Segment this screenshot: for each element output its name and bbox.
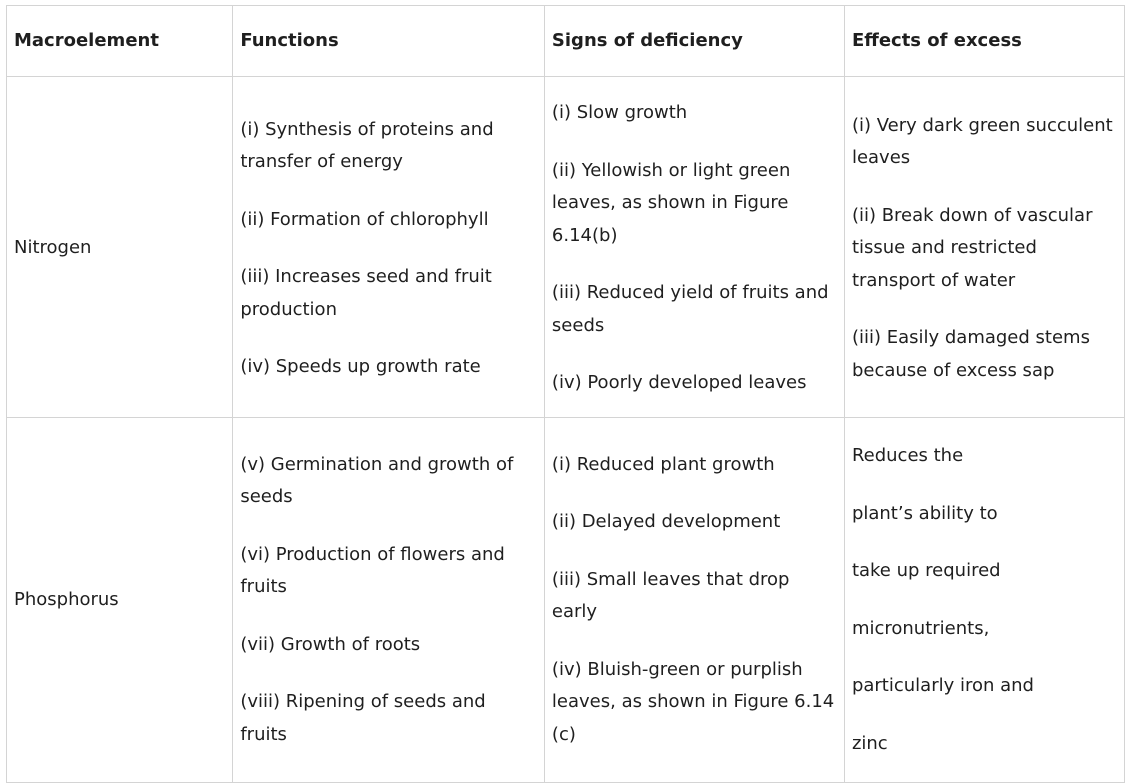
deficiency-item: (ii) Delayed development (551, 511, 781, 533)
excess-item: zinc (851, 732, 888, 754)
deficiency-item: (i) Slow growth (551, 102, 688, 124)
deficiency-item: (iv) Bluish-green or purplish leaves, as shown in Figure 6.14 (c) (551, 658, 835, 745)
excess-item: particularly iron and (851, 675, 1034, 696)
table-header-row (7, 6, 1125, 77)
excess-item: (iii) Easily damaged stems because of excess sap (851, 327, 1090, 381)
deficiency-item: (i) Reduced plant growth (551, 453, 775, 475)
function-item: (i) Synthesis of proteins and transfer of energy (240, 118, 494, 172)
excess-item: micronutrients, (851, 617, 990, 639)
excess-cell (844, 418, 1124, 783)
excess-item: (ii) Break down of vascular tissue and restricted transport of water (851, 204, 1093, 291)
function-item: (iii) Increases seed and fruit production (240, 266, 492, 320)
macroelement-table (6, 5, 1125, 783)
function-item: (vi) Production of flowers and fruits (240, 543, 505, 598)
excess-item: plant’s ability to (851, 502, 998, 524)
functions-cell (233, 77, 545, 418)
header-functions: Functions (233, 6, 545, 77)
table-row-phosphorus (7, 418, 1125, 783)
deficiency-cell (544, 77, 844, 418)
deficiency-item: (iii) Small leaves that drop early (551, 568, 790, 623)
function-item: (iv) Speeds up growth rate (240, 356, 481, 377)
excess-item: take up required (851, 560, 1001, 581)
element-name: Nitrogen (7, 77, 233, 418)
deficiency-cell (544, 418, 844, 783)
function-item: (vii) Growth of roots (240, 633, 421, 655)
excess-item: Reduces the (851, 445, 964, 466)
header-macroelement: Macroelement (7, 6, 233, 77)
functions-cell (233, 418, 545, 783)
function-item: (v) Germination and growth of seeds (240, 453, 514, 508)
element-name: Phosphorus (7, 418, 233, 783)
excess-item: (i) Very dark green succulent leaves (851, 114, 1113, 169)
header-effects-of-excess: Effects of excess (844, 6, 1124, 77)
deficiency-item: (iii) Reduced yield of fruits and seeds (551, 282, 829, 336)
excess-cell (844, 77, 1124, 418)
table-row-nitrogen (7, 77, 1125, 418)
deficiency-item: (ii) Yellowish or light green leaves, as shown in Figure 6.14(b) (551, 159, 791, 246)
function-item: (viii) Ripening of seeds and fruits (240, 691, 486, 745)
deficiency-item: (iv) Poorly developed leaves (551, 372, 807, 394)
function-item: (ii) Formation of chlorophyll (240, 208, 489, 230)
header-signs-of-deficiency: Signs of deficiency (544, 6, 844, 77)
